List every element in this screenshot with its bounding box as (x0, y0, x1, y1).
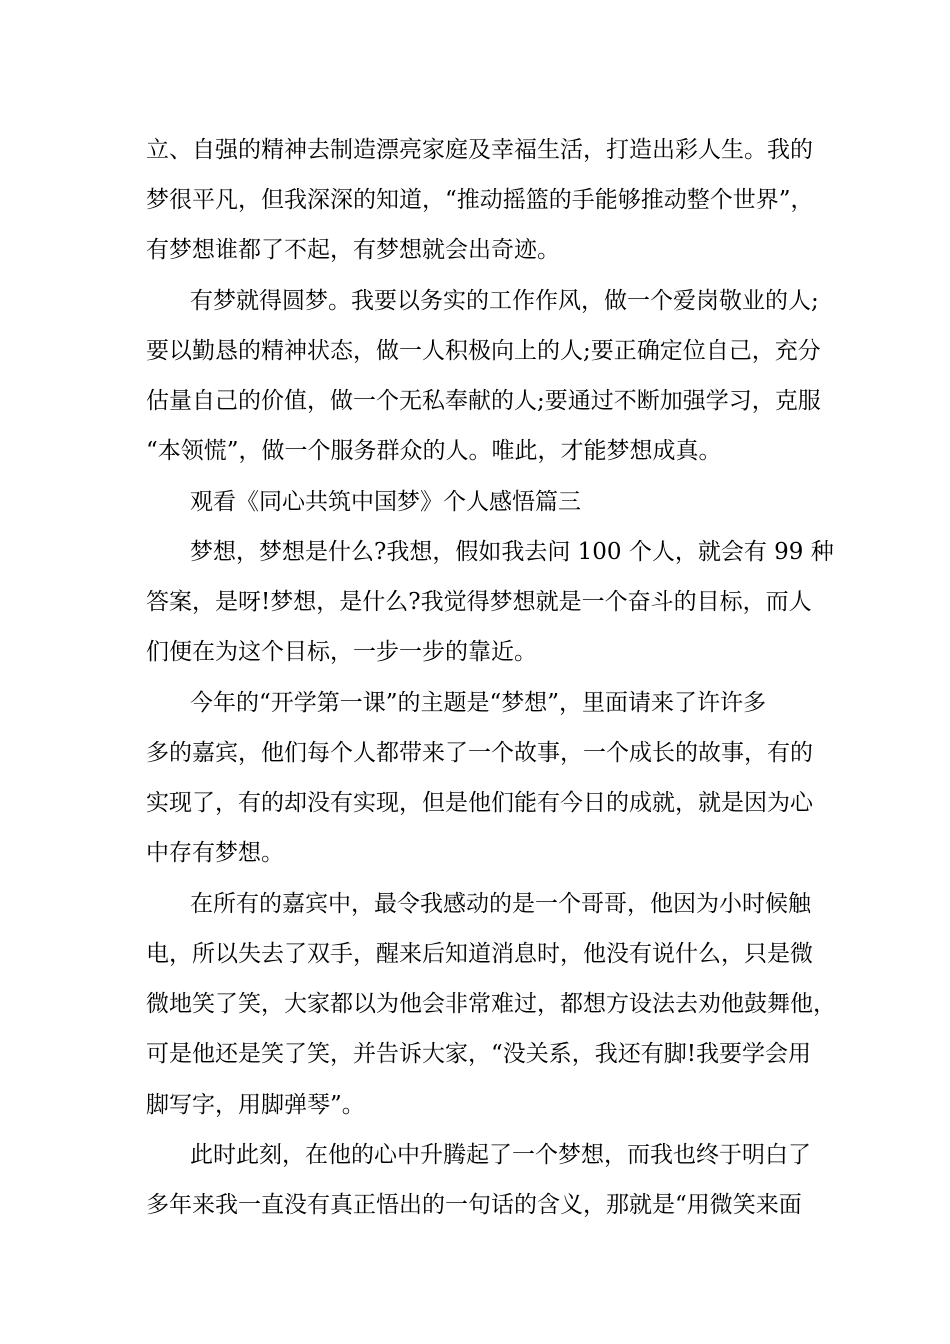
text-line: 脚写字，用脚弹琴”。 (146, 1092, 365, 1118)
text-line: 今年的“开学第一课”的主题是“梦想”，里面请来了许许多 (190, 690, 767, 716)
text-line: 中存有梦想。 (146, 840, 284, 866)
text-line: 实现了，有的却没有实现，但是他们能有今日的成就，就是因为心 (146, 790, 813, 816)
text-line: 梦想，梦想是什么?我想，假如我去问 100 个人，就会有 99 种 (190, 539, 834, 565)
text-line: 梦很平凡，但我深深的知道，“推动摇篮的手能够推动整个世界”， (146, 187, 814, 213)
text-line: 此时此刻，在他的心中升腾起了一个梦想，而我也终于明白了 (190, 1142, 811, 1168)
text-line: 们便在为这个目标，一步一步的靠近。 (146, 639, 537, 665)
text-line: 电，所以失去了双手，醒来后知道消息时，他没有说什么，只是微 (146, 941, 813, 967)
text-line: 答案，是呀!梦想，是什么?我觉得梦想就是一个奋斗的目标，而人 (146, 589, 812, 615)
text-line: 有梦就得圆梦。我要以务实的工作作风，做一个爱岗敬业的人; (190, 288, 819, 314)
text-line: 微地笑了笑，大家都以为他会非常难过，都想方设法去劝他鼓舞他， (146, 991, 836, 1017)
text-line: 多年来我一直没有真正悟出的一句话的含义，那就是“用微笑来面 (146, 1192, 802, 1218)
section-heading: 观看《同心共筑中国梦》个人感悟篇三 (190, 489, 581, 515)
text-line: 可是他还是笑了笑，并告诉大家，“没关系，我还有脚!我要学会用 (146, 1041, 812, 1067)
text-line: 在所有的嘉宾中，最令我感动的是一个哥哥，他因为小时候触 (190, 891, 811, 917)
text-line: 立、自强的精神去制造漂亮家庭及幸福生活，打造出彩人生。我的 (146, 137, 813, 163)
text-line: 估量自己的价值，做一个无私奉献的人;要通过不断加强学习，克服 (146, 388, 821, 414)
text-line: 要以勤恳的精神状态，做一人积极向上的人;要正确定位自己，充分 (146, 338, 821, 364)
text-line: “本领慌”，做一个服务群众的人。唯此，才能梦想成真。 (146, 438, 722, 464)
text-line: 有梦想谁都了不起，有梦想就会出奇迹。 (146, 237, 560, 263)
text-line: 多的嘉宾，他们每个人都带来了一个故事，一个成长的故事，有的 (146, 740, 813, 766)
